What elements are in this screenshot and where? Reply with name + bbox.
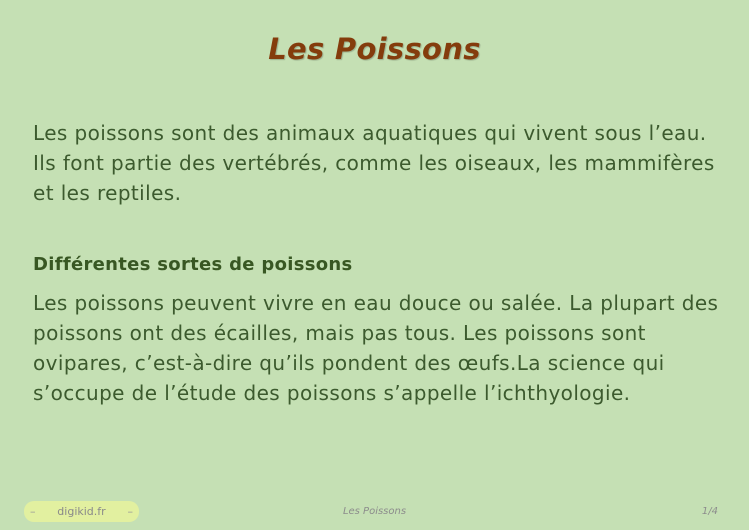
footer-title: Les Poissons — [342, 506, 407, 517]
intro-paragraph: Les poissons sont des animaux aquatiques qui vivent sous l’eau. Ils font partie des vertébrés, comme les oiseaux, les mammifères et les reptiles. — [33, 121, 715, 205]
brand-dash-left: – — [30, 505, 36, 518]
section-paragraph: Les poissons peuvent vivre en eau douce ou salée. La plupart des poissons ont des écailles, mais pas tous. Les poissons sont ovipares, c’est-à-dire qu’ils pondent des œufs.La science qui s’occupe de l’étude des poissons s’appelle l’ichthyologie. — [33, 291, 719, 405]
brand-dash-right: – — [127, 505, 133, 518]
section-heading: Différentes sortes de poissons — [33, 254, 353, 275]
brand-label: digikid.fr — [57, 505, 106, 518]
page-number: 1/4 — [701, 506, 718, 517]
page-title: Les Poissons — [268, 32, 481, 66]
